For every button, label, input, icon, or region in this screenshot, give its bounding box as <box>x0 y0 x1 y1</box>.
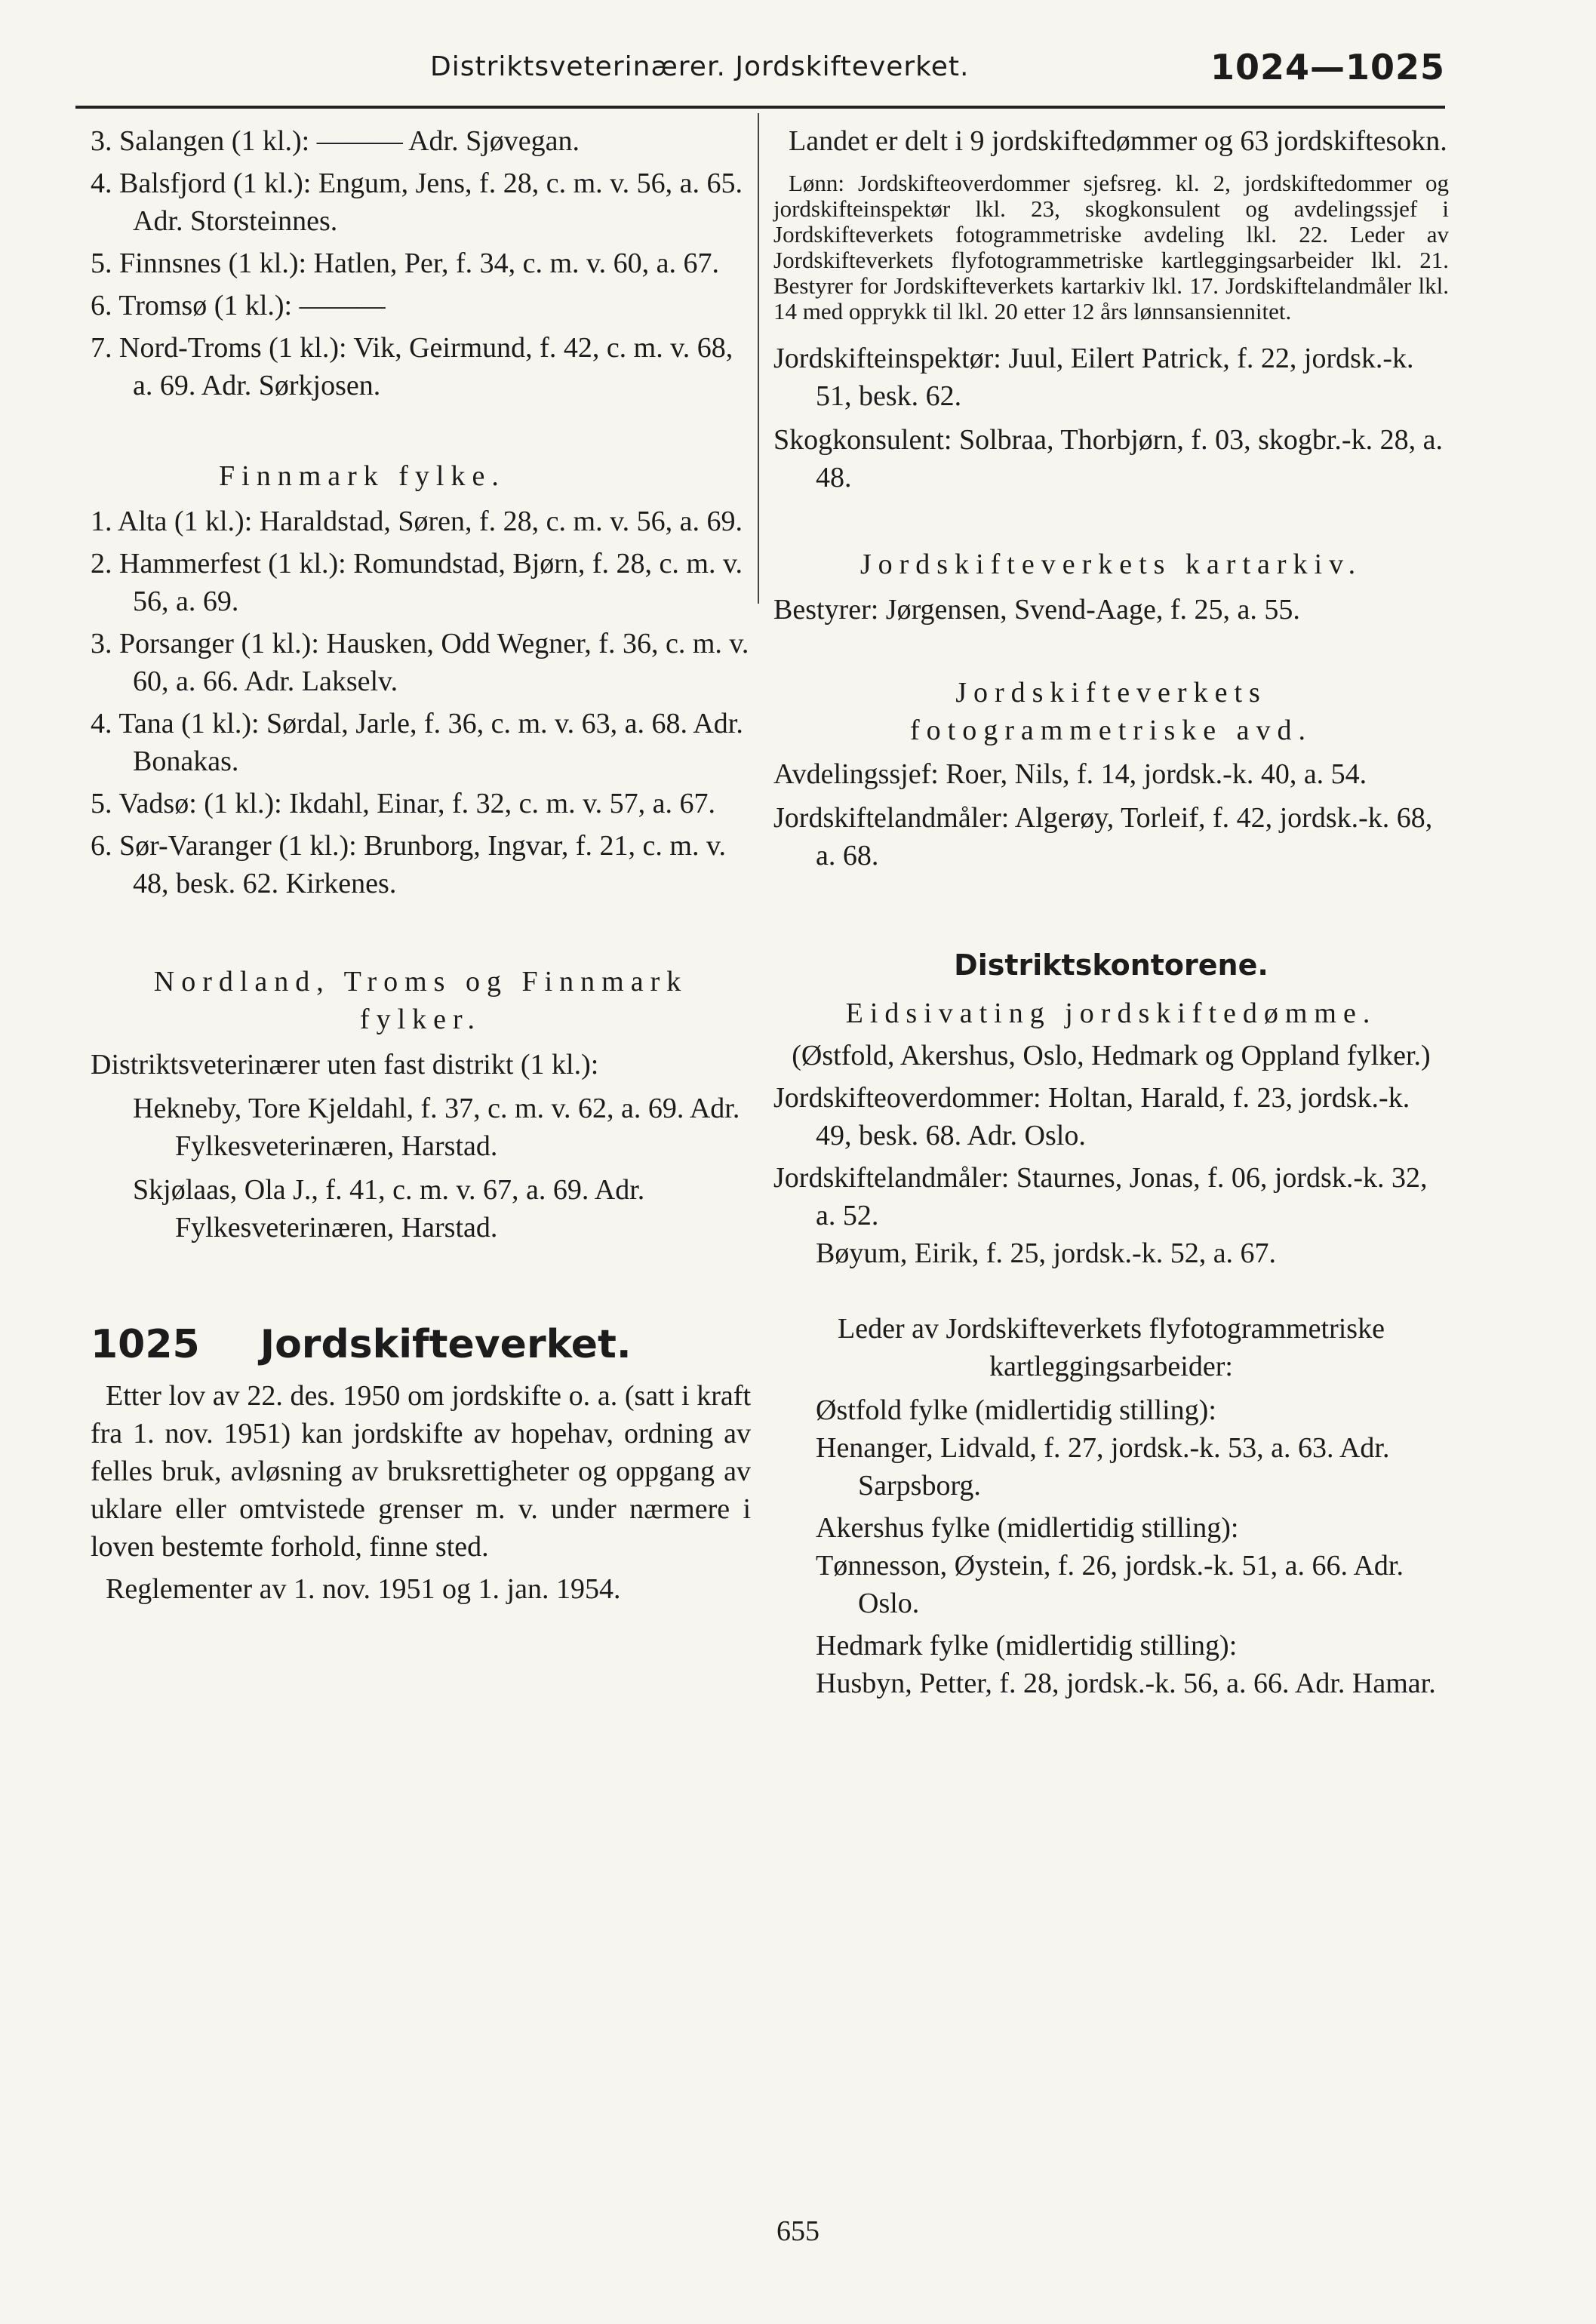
section-heading <box>91 1318 751 1371</box>
page-header <box>75 47 1445 100</box>
body-paragraph: Reglementer av 1. nov. 1951 og 1. jan. 1954. <box>106 1573 621 1605</box>
list-item: 6. Tromsø (1 kl.): ——— <box>91 290 386 321</box>
foto-heading: Jordskifteverkets fotogrammetriske avd. <box>909 677 1312 746</box>
page-range: 1024—1025 <box>1210 47 1445 88</box>
list-item: 5. Finnsnes (1 kl.): Hatlen, Per, f. 34, c. m. v. 60, a. 67. <box>91 247 719 279</box>
kartarkiv-heading: Jordskifteverkets kartarkiv. <box>860 549 1363 580</box>
staff-entry: Jordskiftelandmåler: Algerøy, Torleif, f. 42, jordsk.-k. 68, a. 68. <box>773 802 1433 872</box>
section-number: 1025 <box>91 1322 200 1367</box>
intro-paragraph: Landet er delt i 9 jordskiftedømmer og 63 jordskiftesokn. <box>789 125 1447 157</box>
staff-entry: Tønnesson, Øystein, f. 26, jordsk.-k. 51, a. 66. Adr. Oslo. <box>816 1550 1404 1619</box>
list-item: 4. Tana (1 kl.): Sørdal, Jarle, f. 36, c. m. v. 63, a. 68. Adr. Bonakas. <box>91 708 743 777</box>
staff-entry: Jordskifteoverdommer: Holtan, Harald, f. 23, jordsk.-k. 49, besk. 68. Adr. Oslo. <box>773 1082 1410 1151</box>
staff-entry: Husbyn, Petter, f. 28, jordsk.-k. 56, a. 66. Adr. Hamar. <box>816 1668 1436 1699</box>
section-title: Jordskifteverket. <box>260 1322 632 1367</box>
list-item: 3. Salangen (1 kl.): ——— Adr. Sjøvegan. <box>91 125 580 157</box>
right-column <box>773 122 1449 1702</box>
leder-heading: Leder av Jordskifteverkets flyfotogrammetriske kartleggingsarbeider: <box>838 1313 1385 1382</box>
staff-entry: Jordskiftelandmåler: Staurnes, Jonas, f. 06, jordsk.-k. 32, a. 52. <box>773 1162 1428 1231</box>
list-item: 2. Hammerfest (1 kl.): Romundstad, Bjørn, f. 28, c. m. v. 56, a. 69. <box>91 548 743 617</box>
body-paragraph: Etter lov av 22. des. 1950 om jordskifte o. a. (satt i kraft fra 1. nov. 1951) kan jordskifte av hopehav, ordning av felles bruk, avløsning av bruksrettigheter og oppgang av uklare eller omtvistede grenser m. v. under nærmere i loven bestemte forhold, finne sted. <box>91 1380 751 1563</box>
list-item: 4. Balsfjord (1 kl.): Engum, Jens, f. 28, c. m. v. 56, a. 65. Adr. Storsteinnes. <box>91 168 743 237</box>
page-number: 655 <box>776 2215 820 2247</box>
staff-entry: Jordskifteinspektør: Juul, Eilert Patrick, f. 22, jordsk.-k. 51, besk. 62. <box>773 343 1414 412</box>
list-item: 6. Sør-Varanger (1 kl.): Brunborg, Ingvar, f. 21, c. m. v. 48, besk. 62. Kirkenes. <box>91 830 726 899</box>
left-column <box>91 122 751 1608</box>
list-item: Hekneby, Tore Kjeldahl, f. 37, c. m. v. 62, a. 69. Adr. Fylkesveterinæren, Harstad. <box>133 1093 740 1162</box>
list-item: 1. Alta (1 kl.): Haraldstad, Søren, f. 28, c. m. v. 56, a. 69. <box>91 506 743 537</box>
county-label: Akershus fylke (midlertidig stilling): <box>816 1512 1239 1544</box>
nordland-heading: Nordland, Troms og Finnmark fylker. <box>153 966 688 1035</box>
eidsivating-sub: (Østfold, Akershus, Oslo, Hedmark og Oppland fylker.) <box>792 1040 1431 1071</box>
county-label: Østfold fylke (midlertidig stilling): <box>816 1394 1216 1426</box>
salary-note: Lønn: Jordskifteoverdommer sjefsreg. kl. 2, jordskiftedommer og jordskifteinspektør lkl. 23, skogkonsulent og avdelingssjef i Jordskifteverkets fotogrammetriske avdeling lkl. 22. Leder av Jordskifteverkets flyfotogrammetriske kartleggingsarbeider lkl. 21. Bestyrer for Jordskifteverkets kartarkiv lkl. 17. Jordskiftelandmåler lkl. 14 med opprykk til lkl. 20 etter 12 års lønnsansiennitet. <box>773 170 1449 324</box>
list-item: Skjølaas, Ola J., f. 41, c. m. v. 67, a. 69. Adr. Fylkesveterinæren, Harstad. <box>133 1174 645 1243</box>
county-label: Hedmark fylke (midlertidig stilling): <box>816 1630 1238 1662</box>
staff-entry: Avdelingssjef: Roer, Nils, f. 14, jordsk.-k. 40, a. 54. <box>773 758 1367 790</box>
column-divider <box>758 113 759 604</box>
nordland-intro: Distriktsveterinærer uten fast distrikt (1 kl.): <box>91 1049 599 1081</box>
staff-entry: Henanger, Lidvald, f. 27, jordsk.-k. 53, a. 63. Adr. Sarpsborg. <box>816 1432 1390 1502</box>
header-rule <box>75 106 1445 109</box>
staff-entry: Skogkonsulent: Solbraa, Thorbjørn, f. 03, skogbr.-k. 28, a. 48. <box>773 424 1443 493</box>
list-item: 5. Vadsø: (1 kl.): Ikdahl, Einar, f. 32, c. m. v. 57, a. 67. <box>91 788 716 819</box>
running-title: Distriktsveterinærer. Jordskifteverket. <box>430 51 970 82</box>
staff-entry: Bøyum, Eirik, f. 25, jordsk.-k. 52, a. 67. <box>816 1237 1277 1269</box>
list-item: 7. Nord-Troms (1 kl.): Vik, Geirmund, f. 42, c. m. v. 68, a. 69. Adr. Sørkjosen. <box>91 332 733 401</box>
eidsivating-heading: Eidsivating jordskiftedømme. <box>845 998 1377 1029</box>
district-heading: Distriktskontorene. <box>954 948 1268 982</box>
staff-entry: Bestyrer: Jørgensen, Svend-Aage, f. 25, a. 55. <box>773 594 1300 626</box>
finnmark-heading: Finnmark fylke. <box>219 460 506 492</box>
list-item: 3. Porsanger (1 kl.): Hausken, Odd Wegner, f. 36, c. m. v. 60, a. 66. Adr. Lakselv. <box>91 628 749 697</box>
